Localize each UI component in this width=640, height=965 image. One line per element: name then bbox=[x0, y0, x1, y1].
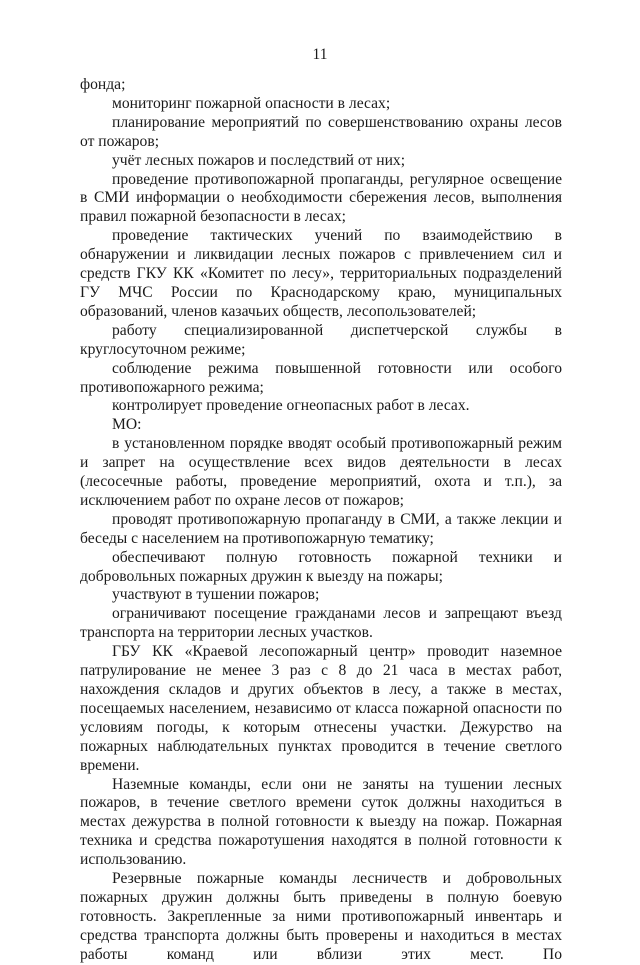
paragraph: работу специализированной диспетчерской службы в круглосуточном режиме; bbox=[80, 321, 562, 358]
paragraph: ГБУ КК «Краевой лесопожарный центр» проводит наземное патрулирование не менее 3 раз с 8 до 21 часа в местах работ, нахождения складов и других объектов в лесу, а также в местах, посещаемых населением, независимо от класса пожарной опасности по условиям погоды, к которым отнесены участки. Дежурство на пожарных наблюдательных пунктах проводится в течение светлого времени. bbox=[80, 643, 562, 774]
paragraph: обеспечивают полную готовность пожарной техники и добровольных пожарных дружин к выезду на пожары; bbox=[80, 548, 562, 585]
paragraph-continuation: фонда; bbox=[80, 76, 126, 93]
paragraph: учёт лесных пожаров и последствий от них; bbox=[112, 151, 406, 169]
paragraph: планирование мероприятий по совершенствованию охраны лесов от пожаров; bbox=[80, 113, 562, 150]
paragraph: проведение тактических учений по взаимодействию в обнаружении и ликвидации лесных пожаров с привлечением сил и средств ГКУ КК «Комитет по лесу», территориальных подразделений ГУ МЧС России по Краснодарскому краю, муниципальных образований, членов казачьих обществ, лесопользователей; bbox=[80, 227, 562, 320]
paragraph: контролирует проведение огнеопасных работ в лесах. bbox=[112, 397, 470, 415]
page-number: 11 bbox=[312, 46, 328, 63]
paragraph: Наземные команды, если они не заняты на тушении лесных пожаров, в течение светлого времени суток должны находиться в местах дежурства в полной готовности к выезду на пожар. Пожарная техника и средства пожаротушения находятся в полной готовности к использованию. bbox=[80, 775, 562, 869]
paragraph: в установленном порядке вводят особый противопожарный режим и запрет на осуществление всех видов деятельности в лесах (лесосечные работы, проведение мероприятий, охота и т.п.), за исключением работ по охране лесов от пожаров; bbox=[80, 435, 562, 509]
paragraph: Резервные пожарные команды лесничеств и добровольных пожарных дружин должны быть приведены в полную боевую готовность. Закрепленные за ними противопожарный инвентарь и средства транспорта должны быть проверены и находиться в местах работы команд или вблизи этих мест. По bbox=[80, 870, 562, 963]
paragraph: ограничивают посещение гражданами лесов и запрещают въезд транспорта на территории лесных участков. bbox=[80, 605, 562, 642]
document-body bbox=[80, 76, 562, 965]
section-heading: МО: bbox=[112, 416, 142, 434]
paragraph: мониторинг пожарной опасности в лесах; bbox=[112, 94, 391, 112]
paragraph: проведение противопожарной пропаганды, регулярное освещение в СМИ информации о необходимости сбережения лесов, выполнения правил пожарной безопасности в лесах; bbox=[80, 170, 562, 226]
paragraph: участвуют в тушении пожаров; bbox=[112, 586, 320, 604]
paragraph: соблюдение режима повышенной готовности или особого противопожарного режима; bbox=[80, 359, 562, 396]
paragraph: проводят противопожарную пропаганду в СМИ, а также лекции и беседы с населением на противопожарную тематику; bbox=[80, 510, 562, 547]
